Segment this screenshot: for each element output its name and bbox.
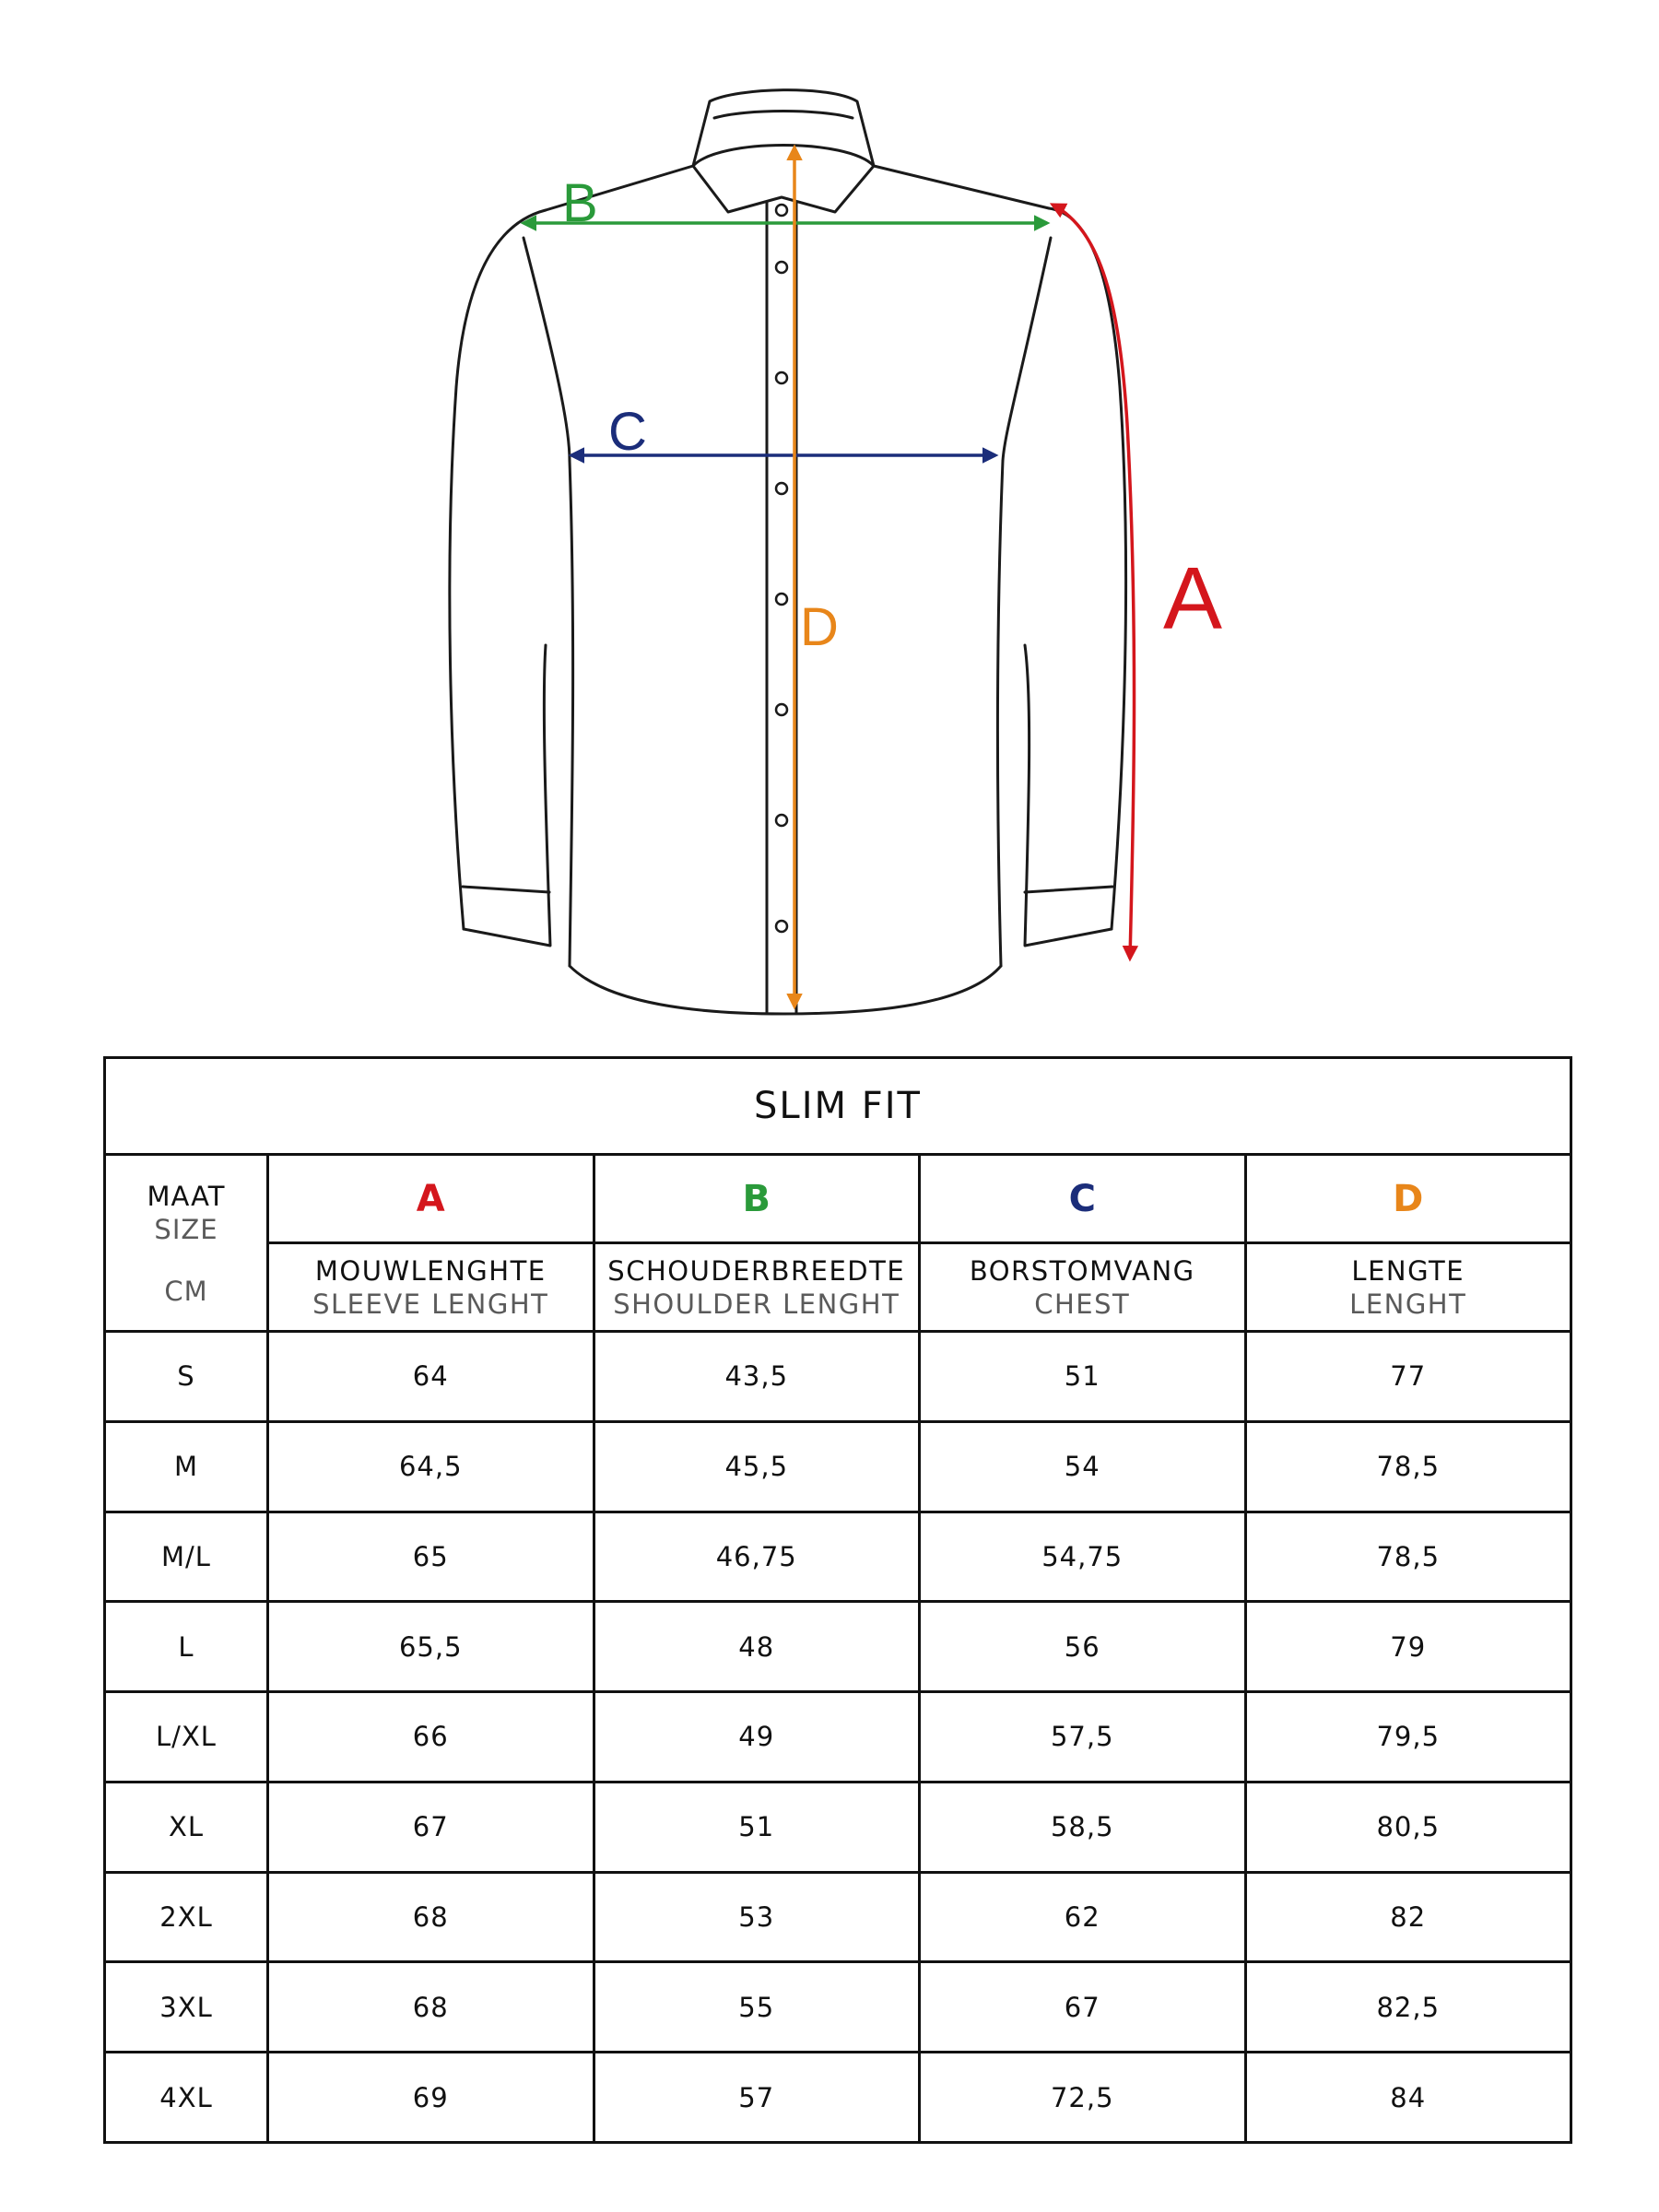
value-cell-a: 68 xyxy=(268,1872,594,1962)
button-icon xyxy=(776,921,787,932)
column-label-en: SHOULDER LENGHT xyxy=(613,1288,900,1320)
value-cell-c: 58,5 xyxy=(920,1782,1246,1872)
column-label-nl: SCHOUDERBREEDTE xyxy=(607,1254,906,1287)
size-cell: 2XL xyxy=(105,1872,268,1962)
value-cell-d: 77 xyxy=(1245,1332,1571,1422)
table-row xyxy=(105,1692,1571,1783)
table-title: SLIM FIT xyxy=(105,1058,1571,1155)
measure-a-arrow xyxy=(1053,205,1135,959)
table-row xyxy=(105,2053,1571,2143)
button-icon xyxy=(776,372,787,383)
size-cell: XL xyxy=(105,1782,268,1872)
value-cell-c: 54,75 xyxy=(920,1512,1246,1602)
column-label-c xyxy=(920,1243,1246,1332)
column-label-nl: LENGTE xyxy=(1351,1254,1465,1287)
shirt-measurement-diagram xyxy=(0,0,1659,1032)
value-cell-d: 82,5 xyxy=(1245,1962,1571,2053)
letter-b: B xyxy=(742,1177,771,1220)
table-row xyxy=(105,1512,1571,1602)
value-cell-a: 66 xyxy=(268,1692,594,1783)
button-icon xyxy=(776,483,787,494)
value-cell-b: 53 xyxy=(594,1872,920,1962)
value-cell-d: 79 xyxy=(1245,1602,1571,1692)
size-header-en: SIZE xyxy=(154,1213,218,1245)
letter-d: D xyxy=(1393,1177,1424,1220)
size-cell: L/XL xyxy=(105,1692,268,1783)
table-row xyxy=(105,1962,1571,2053)
value-cell-a: 65 xyxy=(268,1512,594,1602)
size-header-unit: CM xyxy=(164,1275,208,1307)
size-cell: L xyxy=(105,1602,268,1692)
column-label-nl: MOUWLENGHTE xyxy=(314,1254,547,1287)
button-icon xyxy=(776,815,787,826)
value-cell-b: 51 xyxy=(594,1782,920,1872)
size-cell: 3XL xyxy=(105,1962,268,2053)
letter-c: C xyxy=(1068,1177,1096,1220)
button-icon xyxy=(776,262,787,273)
size-cell: M/L xyxy=(105,1512,268,1602)
value-cell-b: 45,5 xyxy=(594,1421,920,1512)
table-row xyxy=(105,1602,1571,1692)
measure-a-label: A xyxy=(1163,549,1223,648)
value-cell-d: 82 xyxy=(1245,1872,1571,1962)
value-cell-a: 69 xyxy=(268,2053,594,2143)
letter-a: A xyxy=(416,1177,445,1220)
measure-c-label: C xyxy=(608,402,647,462)
value-cell-b: 48 xyxy=(594,1602,920,1692)
table-row xyxy=(105,1332,1571,1422)
value-cell-b: 46,75 xyxy=(594,1512,920,1602)
value-cell-d: 79,5 xyxy=(1245,1692,1571,1783)
column-label-en: LENGHT xyxy=(1349,1288,1467,1320)
measure-b-label: B xyxy=(562,173,598,233)
value-cell-a: 64,5 xyxy=(268,1421,594,1512)
button-icon xyxy=(776,205,787,216)
column-label-b xyxy=(594,1243,920,1332)
value-cell-c: 72,5 xyxy=(920,2053,1246,2143)
value-cell-d: 78,5 xyxy=(1245,1512,1571,1602)
column-label-d xyxy=(1245,1243,1571,1332)
shirt-buttons xyxy=(776,205,787,932)
value-cell-b: 57 xyxy=(594,2053,920,2143)
column-letter-b xyxy=(594,1155,920,1243)
measure-d-label: D xyxy=(800,597,839,657)
value-cell-a: 68 xyxy=(268,1962,594,2053)
value-cell-d: 84 xyxy=(1245,2053,1571,2143)
value-cell-c: 54 xyxy=(920,1421,1246,1512)
column-letter-d xyxy=(1245,1155,1571,1243)
value-cell-b: 55 xyxy=(594,1962,920,2053)
column-label-a xyxy=(268,1243,594,1332)
button-icon xyxy=(776,704,787,715)
value-cell-c: 57,5 xyxy=(920,1692,1246,1783)
value-cell-c: 56 xyxy=(920,1602,1246,1692)
shirt-outline xyxy=(450,90,1126,1014)
table-row xyxy=(105,1872,1571,1962)
value-cell-a: 67 xyxy=(268,1782,594,1872)
value-cell-a: 64 xyxy=(268,1332,594,1422)
column-letter-c xyxy=(920,1155,1246,1243)
column-label-nl: BORSTOMVANG xyxy=(969,1254,1195,1287)
size-column-header xyxy=(105,1155,268,1332)
button-icon xyxy=(776,594,787,605)
size-header-nl: MAAT xyxy=(147,1180,226,1212)
column-letter-a xyxy=(268,1155,594,1243)
value-cell-c: 51 xyxy=(920,1332,1246,1422)
value-cell-b: 43,5 xyxy=(594,1332,920,1422)
size-cell: M xyxy=(105,1421,268,1512)
column-label-en: CHEST xyxy=(1034,1288,1131,1320)
size-cell: 4XL xyxy=(105,2053,268,2143)
value-cell-d: 78,5 xyxy=(1245,1421,1571,1512)
value-cell-c: 67 xyxy=(920,1962,1246,2053)
value-cell-c: 62 xyxy=(920,1872,1246,1962)
value-cell-a: 65,5 xyxy=(268,1602,594,1692)
table-row xyxy=(105,1421,1571,1512)
value-cell-d: 80,5 xyxy=(1245,1782,1571,1872)
column-label-en: SLEEVE LENGHT xyxy=(312,1288,549,1320)
table-row xyxy=(105,1782,1571,1872)
size-chart-table xyxy=(103,1056,1572,2144)
size-cell: S xyxy=(105,1332,268,1422)
value-cell-b: 49 xyxy=(594,1692,920,1783)
